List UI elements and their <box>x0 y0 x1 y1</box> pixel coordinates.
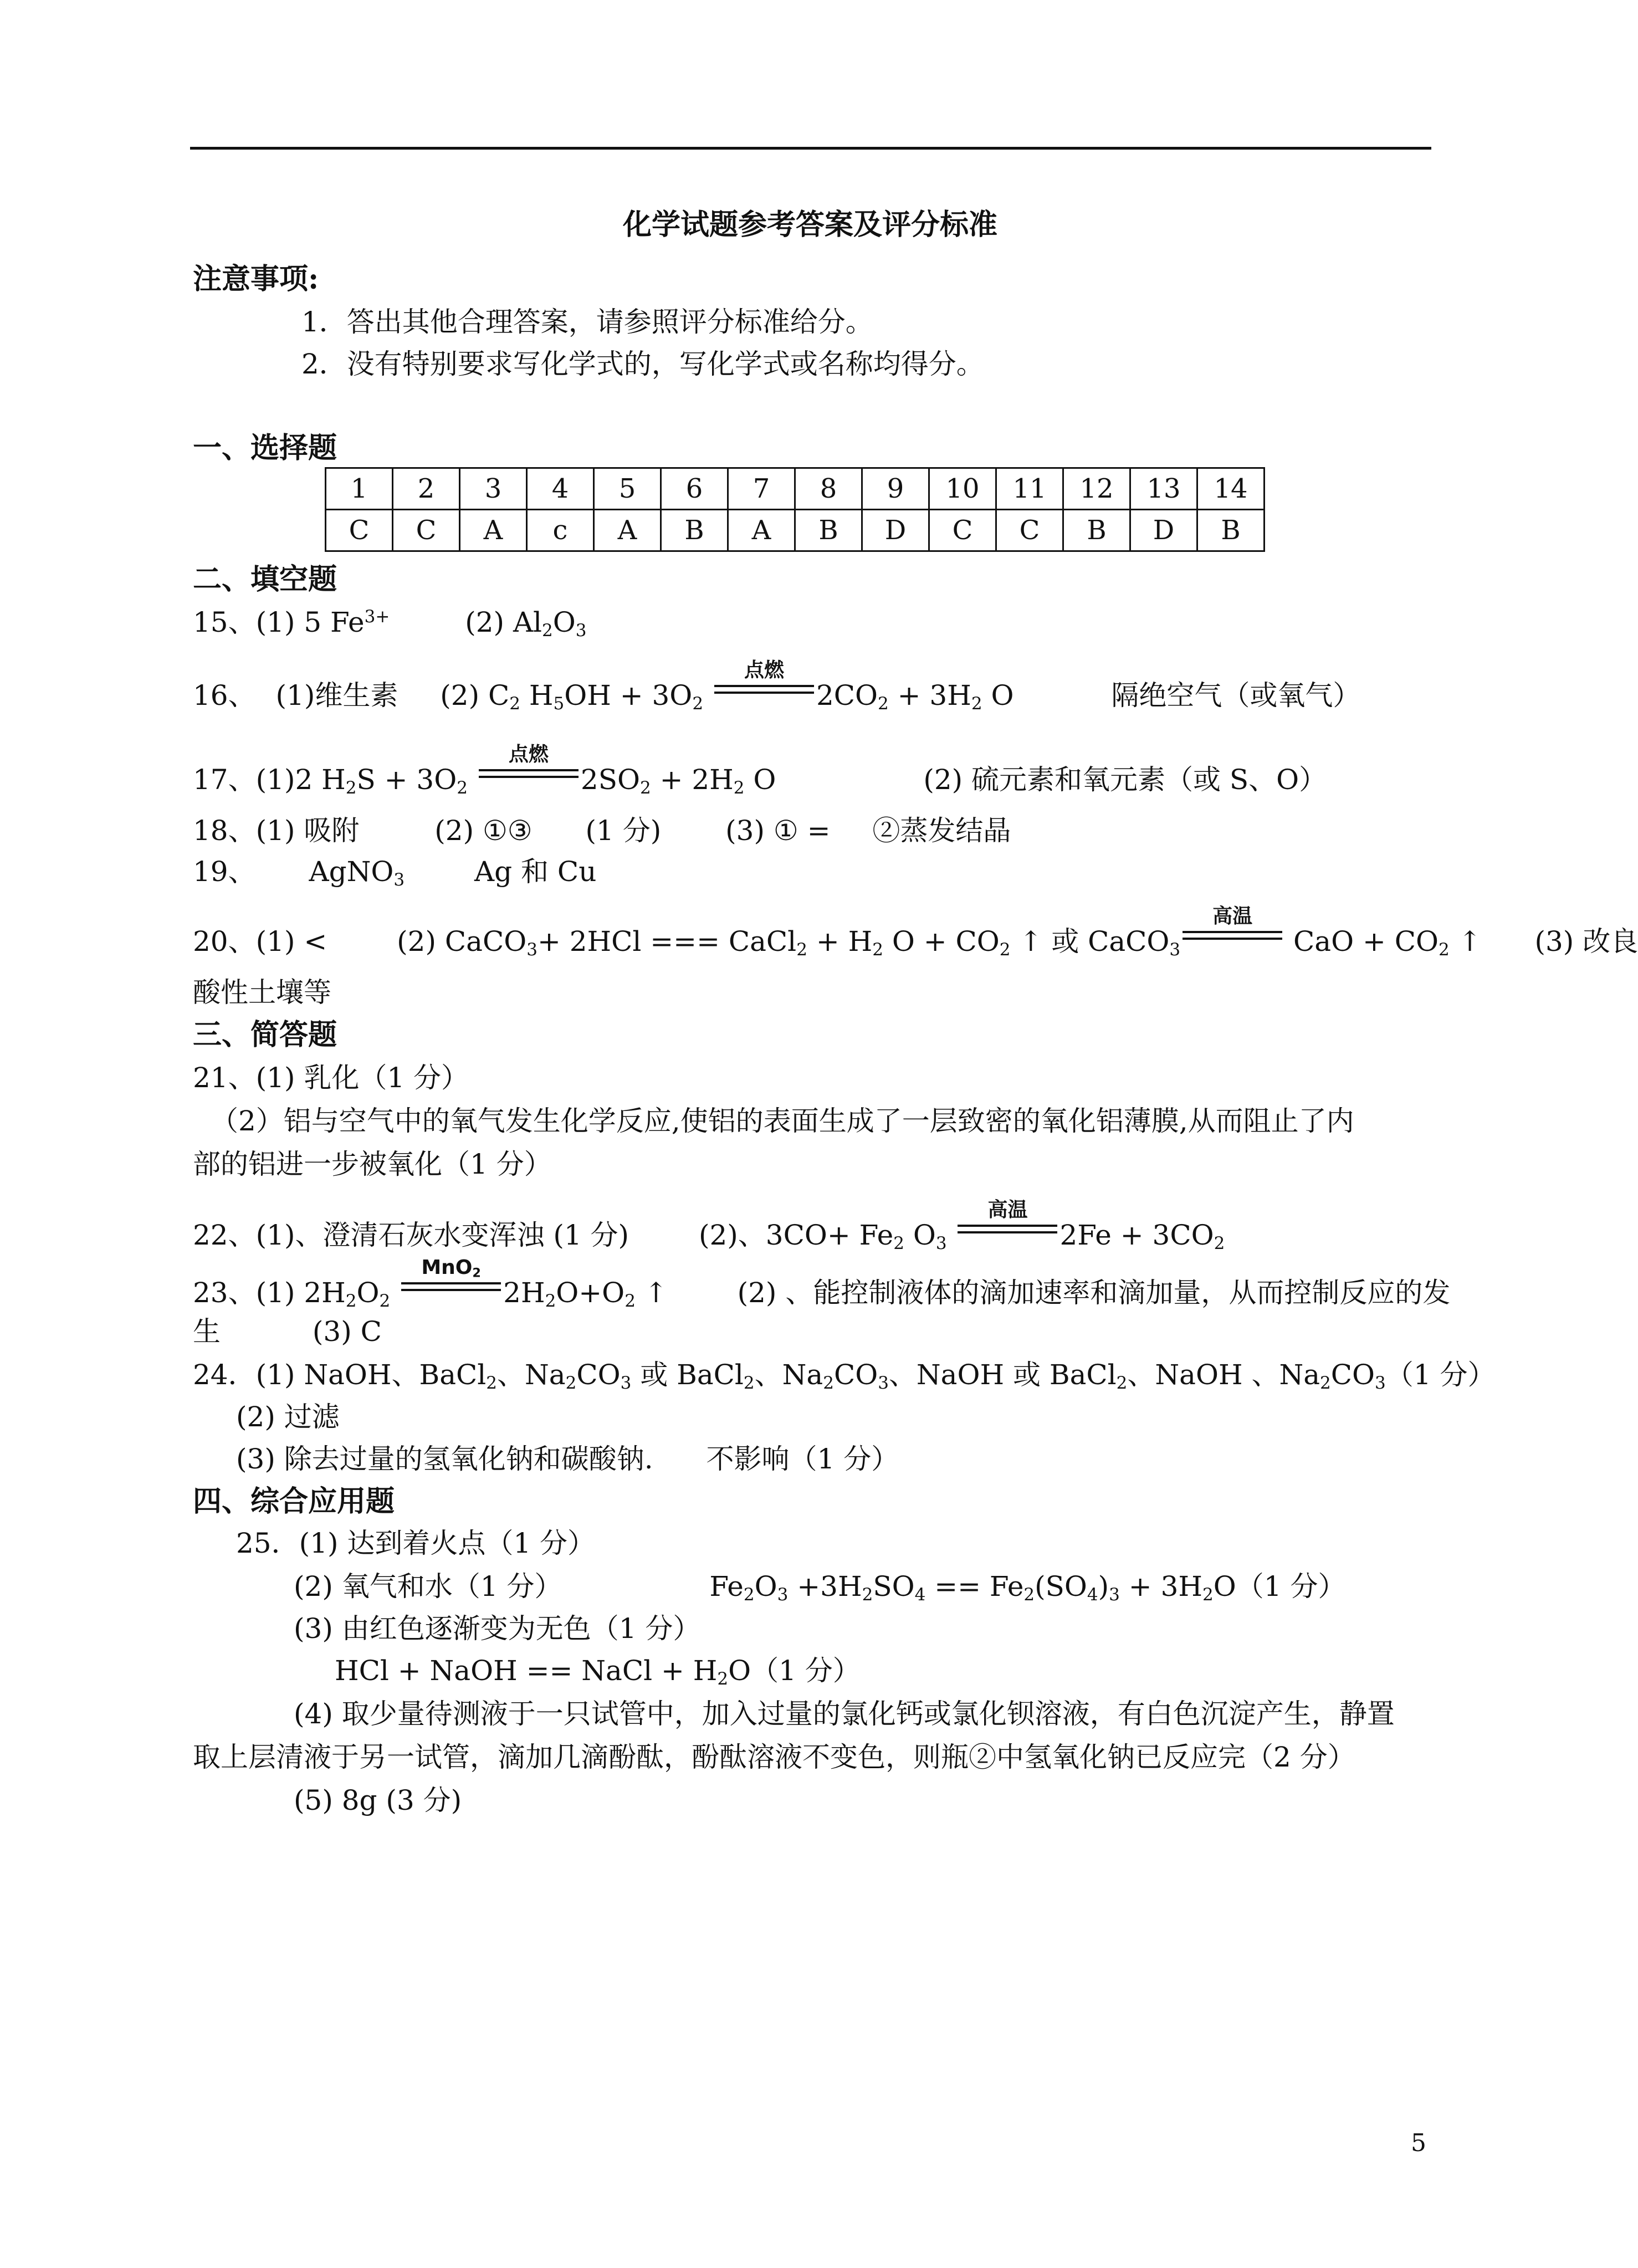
condition-label: 点燃 <box>744 659 784 682</box>
page-title: 化学试题参考答案及评分标准 <box>623 208 998 242</box>
q19-number: 19、 <box>193 856 256 888</box>
answer-cell: B <box>661 510 728 551</box>
section-heading-comprehensive: 四、综合应用题 <box>193 1484 395 1518</box>
q25-2-part1: (2) 氧气和水（1 分） <box>294 1570 562 1603</box>
answer-line-21-b: （2）铝与空气中的氧气发生化学反应,使铝的表面生成了一层致密的氧化铝薄膜,从而阻止了内 <box>211 1105 1354 1137</box>
q15-part2: (2) Al <box>465 606 542 638</box>
answer-cell: C <box>393 510 460 551</box>
reaction-condition-arrow <box>714 659 814 708</box>
question-number-cell: 10 <box>929 468 996 510</box>
answer-line-15: 15、(1) 5 $Fe^{3+}$ (2) $Al_2O_3$ <box>193 606 587 641</box>
q18-part3: (3) ① = <box>725 815 831 847</box>
answer-cell: B <box>795 510 862 551</box>
answer-cell: B <box>1197 510 1265 551</box>
q18-score: (1 分) <box>585 815 662 847</box>
question-number-cell: 14 <box>1197 468 1265 510</box>
answer-line-25-2: (2) 氧气和水（1 分） $Fe_2O_3 +3H_2SO_4 == Fe_2(SO_4)_3 + 3H_2O(1$ 分） <box>294 1570 1346 1605</box>
answer-cell: A <box>594 510 661 551</box>
table-row-numbers <box>326 468 1265 510</box>
q18-part4: ②蒸发结晶 <box>872 815 1011 847</box>
q15-charge: 3+ <box>364 606 390 627</box>
q15-part1: 15、(1) 5 Fe <box>193 606 365 638</box>
answer-line-17: 17、(1)2 $H_2S + 3O_2$ 点燃 $2SO_2 + 2H_2$ O (2) 硫元素和氧元素（或 S、O） <box>193 743 1327 798</box>
question-number-cell: 3 <box>460 468 527 510</box>
answer-cell: A <box>728 510 795 551</box>
q18-part2: (2) ①③ <box>434 815 533 847</box>
question-number-cell: 12 <box>1063 468 1130 510</box>
condition-label: 高温 <box>987 1199 1028 1221</box>
notice-item: 2．没有特别要求写化学式的，写化学式或名称均得分。 <box>301 348 984 380</box>
notice-item: 1．答出其他合理答案，请参照评分标准给分。 <box>301 306 873 338</box>
reaction-condition-arrow <box>479 743 579 792</box>
table-row-answers <box>326 510 1265 551</box>
question-number-cell: 5 <box>594 468 661 510</box>
condition-label: MnO <box>421 1256 473 1279</box>
question-number-cell: 9 <box>862 468 929 510</box>
answer-line-21-c: 部的铝进一步被氧化（1 分） <box>193 1148 552 1180</box>
answer-cell: D <box>1130 510 1197 551</box>
question-number-cell: 7 <box>728 468 795 510</box>
q24-part1: 24．(1) NaOH、BaCl <box>193 1359 487 1391</box>
q24-part4: 不影响（1 分） <box>706 1443 899 1475</box>
q16-part1: (1)维生素 <box>275 679 398 711</box>
q18-part1: 18、(1) 吸附 <box>193 815 360 847</box>
answer-cell: C <box>929 510 996 551</box>
q20-equation1: (2) CaCO <box>397 925 527 958</box>
answer-line-25-4: (4) 取少量待测液于一只试管中，加入过量的氯化钙或氯化钡溶液，有白色沉淀产生，静置 <box>294 1698 1395 1730</box>
question-number-cell: 1 <box>326 468 393 510</box>
q20-equation2: 或 CaCO <box>1051 925 1170 958</box>
answer-cell: c <box>527 510 594 551</box>
condition-label: 高温 <box>1212 905 1253 928</box>
question-number-cell: 4 <box>527 468 594 510</box>
answer-line-24: 24．(1) NaOH、BaCl$_2$、$Na_2CO_3$ 或 BaCl$_2$、$Na_2CO_3$、NaOH 或 BaCl$_2$、NaOH 、$Na_2CO_3(1$ 分） <box>193 1359 1496 1393</box>
reaction-condition-arrow <box>958 1199 1057 1248</box>
q22-part1: 22、(1)、澄清石灰水变浑浊 (1 分) <box>193 1219 629 1251</box>
answer-cell: C <box>996 510 1063 551</box>
q24-part3: (3) 除去过量的氢氧化钠和碳酸钠. <box>236 1443 653 1475</box>
answer-line-18 <box>193 815 1011 847</box>
answer-line-23-cont <box>193 1315 382 1348</box>
answer-line-20-cont: 酸性土壤等 <box>193 976 331 1008</box>
answer-line-25-4-cont: 取上层清液于另一试管，滴加几滴酚酞，酚酞溶液不变色，则瓶②中氢氧化钠已反应完（2 分） <box>193 1741 1355 1773</box>
q20-part3: (3) 改良 <box>1534 925 1638 958</box>
q16-equation-left: (2) C <box>440 679 510 711</box>
section-heading-choice: 一、选择题 <box>193 431 337 465</box>
page-number: 5 <box>1411 2129 1426 2157</box>
answer-line-16: 16、 (1)维生素 (2) $C_2$ $H_5OH + 3O_2$ 点燃 $2CO_2 + 3H_2$ O 隔绝空气（或氧气） <box>193 659 1361 714</box>
answer-line-20: 20、(1) < (2) CaCO$_3$+ 2HCl === CaCl$_2$ + $H_2$ $O + CO_2$ ↑ 或 CaCO$_3$ 高温 CaO + $CO_2$ ↑ (3) 改良 <box>193 905 1638 960</box>
question-number-cell: 11 <box>996 468 1063 510</box>
answer-line-25-3-eq: HCl + NaOH == NaCl + $H_2O(1$ 分） <box>335 1655 861 1689</box>
answer-cell: B <box>1063 510 1130 551</box>
answer-cell: A <box>460 510 527 551</box>
q17-equation-left: 17、(1)2 H <box>193 764 346 796</box>
choice-answer-table <box>325 467 1265 552</box>
answer-line-24-b: (2) 过滤 <box>236 1401 340 1433</box>
q19-part1: AgNO <box>309 856 394 888</box>
header-rule <box>190 147 1431 150</box>
reaction-condition-arrow: MnO$_2$ <box>401 1274 501 1305</box>
answer-line-25-1: 25．(1) 达到着火点（1 分） <box>236 1527 596 1559</box>
answer-line-24-c <box>236 1445 899 1473</box>
answer-cell: D <box>862 510 929 551</box>
reaction-condition-arrow <box>1183 905 1282 954</box>
answer-line-19: 19、 AgNO$_3$ Ag 和 Cu <box>193 856 597 890</box>
answer-cell: C <box>326 510 393 551</box>
q16-number: 16、 <box>193 679 256 711</box>
question-number-cell: 2 <box>393 468 460 510</box>
question-number-cell: 13 <box>1130 468 1197 510</box>
question-number-cell: 6 <box>661 468 728 510</box>
answer-line-25-5: (5) 8g (3 分) <box>294 1784 462 1816</box>
question-number-cell: 8 <box>795 468 862 510</box>
section-heading-short: 三、简答题 <box>193 1018 337 1052</box>
answer-line-21: 21、(1) 乳化（1 分） <box>193 1062 469 1094</box>
section-heading-fill: 二、填空题 <box>193 562 337 596</box>
notice-heading: 注意事项: <box>193 262 319 296</box>
q19-part2: Ag 和 Cu <box>474 856 597 888</box>
q23-part3: (3) C <box>312 1315 382 1348</box>
q23-part2: (2) 、能控制液体的滴加速率和滴加量，从而控制反应的发 <box>737 1277 1451 1309</box>
q20-part1: 20、(1) < <box>193 925 327 958</box>
q23-cont: 生 <box>193 1315 221 1348</box>
answer-line-25-3: (3) 由红色逐渐变为无色（1 分） <box>294 1612 701 1645</box>
condition-label: 点燃 <box>508 743 549 766</box>
q22-equation: (2)、3CO+ Fe <box>698 1219 894 1251</box>
q23-equation: 23、(1) 2H <box>193 1277 346 1309</box>
answer-line-22: 22、(1)、澄清石灰水变浑浊 (1 分) (2)、$3CO+ Fe_2$ $O_3$ 高温 $2Fe + 3CO_2$ <box>193 1199 1225 1253</box>
q17-part2: (2) 硫元素和氧元素（或 S、O） <box>923 764 1327 796</box>
q16-part3: 隔绝空气（或氧气） <box>1111 679 1361 711</box>
answer-line-23: 23、(1) $2H_2O_2$ MnO$_2$ $2H_2O+O_2$ ↑ (2) 、能控制液体的滴加速率和滴加量，从而控制反应的发 <box>193 1256 1451 1311</box>
